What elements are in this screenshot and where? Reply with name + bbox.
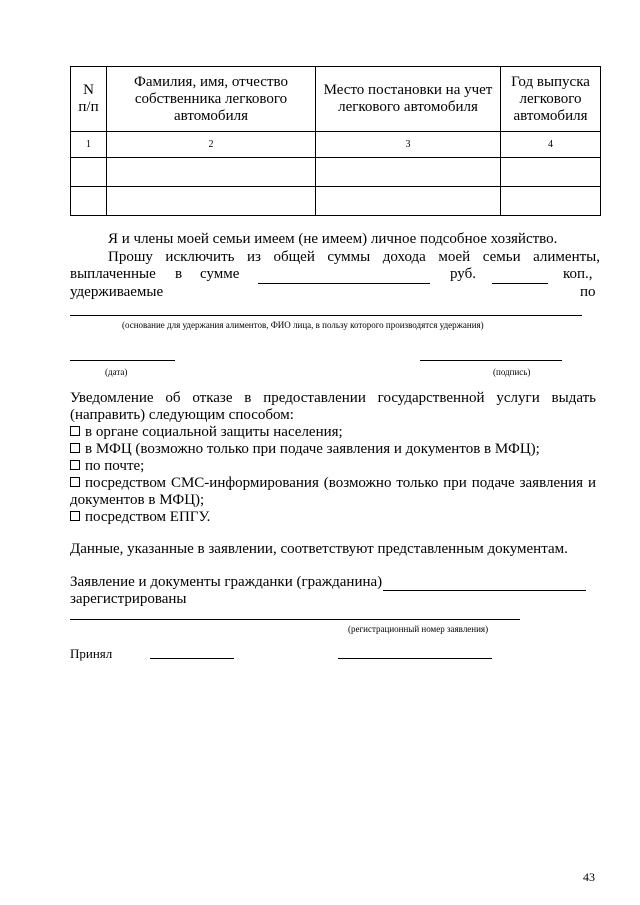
sum-field-line[interactable] <box>258 283 430 284</box>
checkbox[interactable] <box>70 443 80 453</box>
rub-label: руб. <box>450 266 476 282</box>
column-number: 1 <box>71 132 107 158</box>
checkbox[interactable] <box>70 460 80 470</box>
basis-caption: (основание для удержания алиментов, ФИО лица, в пользу которого производятся удержания) <box>122 320 484 330</box>
accepted-field-line-1[interactable] <box>150 658 234 659</box>
option-epgu[interactable]: посредством ЕПГУ. <box>70 509 210 526</box>
header-year: Год выпуска легкового автомобиля <box>501 67 601 132</box>
household-statement: Я и члены моей семьи имеем (не имеем) личное подсобное хозяйство. <box>108 231 558 247</box>
table-header-row <box>71 67 601 132</box>
option-sms[interactable]: посредством СМС-информирования (возможно только при подаче заявления и <box>70 475 596 492</box>
registered-line2: зарегистрированы <box>70 591 187 607</box>
po-label: по <box>580 284 596 300</box>
table-cell[interactable] <box>501 158 601 187</box>
date-caption: (дата) <box>105 367 128 377</box>
table-cell[interactable] <box>71 158 107 187</box>
table-cell[interactable] <box>71 187 107 216</box>
table-row <box>71 158 601 187</box>
table-cell[interactable] <box>107 158 316 187</box>
column-number: 3 <box>316 132 501 158</box>
paid-label: выплаченные <box>70 266 156 282</box>
alimony-request-line1: Прошу исключить из общей суммы дохода моей семьи алименты, <box>108 249 600 265</box>
table-row <box>71 187 601 216</box>
table-cell[interactable] <box>501 187 601 216</box>
table-cell[interactable] <box>316 187 501 216</box>
table-numbering-row <box>71 132 601 158</box>
vehicles-table <box>70 66 601 216</box>
notice-line1: Уведомление об отказе в предоставлении государственной услуги выдать <box>70 390 596 406</box>
in-label: в <box>175 266 183 282</box>
accepted-label: Принял <box>70 646 113 661</box>
option-social-protection[interactable]: в органе социальной защиты населения; <box>70 424 343 441</box>
date-field-line[interactable] <box>70 360 175 361</box>
option-mail[interactable]: по почте; <box>70 458 144 475</box>
checkbox[interactable] <box>70 511 80 521</box>
basis-field-line[interactable] <box>70 315 582 316</box>
header-number: N п/п <box>71 67 107 132</box>
checkbox[interactable] <box>70 477 80 487</box>
sum-label: сумме <box>200 266 240 282</box>
column-number: 2 <box>107 132 316 158</box>
registered-line1: Заявление и документы гражданки (гражданина) <box>70 574 383 590</box>
signature-caption: (подпись) <box>493 367 531 377</box>
header-registration-place: Место постановки на учет легкового автомобиля <box>316 67 501 132</box>
table-cell[interactable] <box>316 158 501 187</box>
data-confirmation: Данные, указанные в заявлении, соответствуют представленным документам. <box>70 541 568 557</box>
applicant-name-line[interactable] <box>383 590 586 591</box>
kop-field-line[interactable] <box>492 283 548 284</box>
notice-line2: (направить) следующим способом: <box>70 407 294 423</box>
signature-field-line[interactable] <box>420 360 562 361</box>
accepted-field-line-2[interactable] <box>338 658 492 659</box>
page-number: 43 <box>583 870 595 884</box>
regnum-caption: (регистрационный номер заявления) <box>348 624 489 634</box>
regnum-field-line[interactable] <box>70 619 520 620</box>
checkbox[interactable] <box>70 426 80 436</box>
option-sms-continuation: документов в МФЦ); <box>70 492 205 508</box>
withheld-label: удерживаемые <box>70 284 164 300</box>
column-number: 4 <box>501 132 601 158</box>
option-mfc[interactable]: в МФЦ (возможно только при подаче заявления и документов в МФЦ); <box>70 441 540 458</box>
table-cell[interactable] <box>107 187 316 216</box>
header-owner: Фамилия, имя, отчество собственника легкового автомобиля <box>107 67 316 132</box>
kop-label: коп., <box>563 266 593 282</box>
